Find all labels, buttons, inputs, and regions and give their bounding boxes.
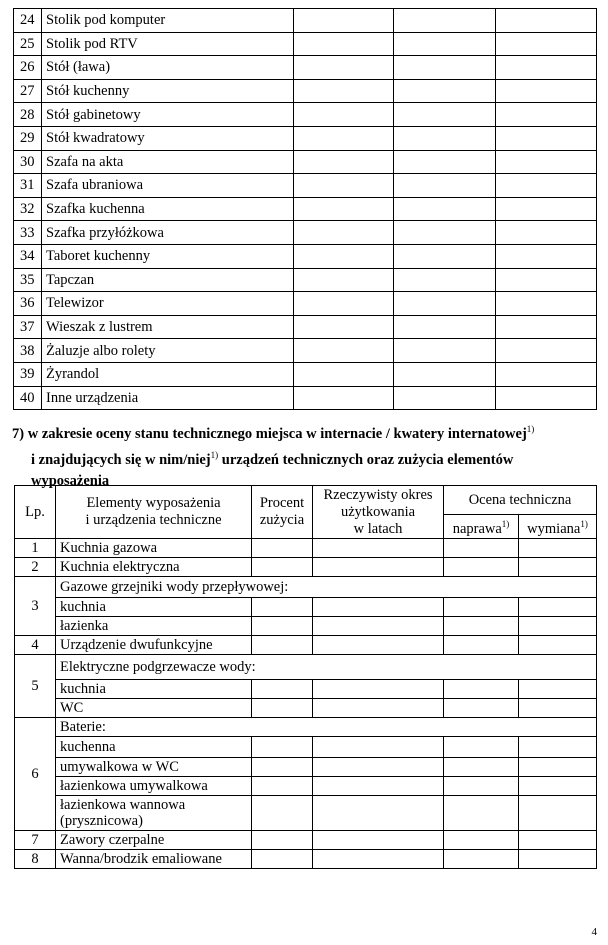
cell-replace[interactable] — [519, 539, 597, 558]
row-number: 36 — [14, 292, 42, 316]
cell-repair[interactable] — [444, 796, 519, 831]
header-repair — [444, 515, 519, 539]
cell-replace[interactable] — [519, 617, 597, 636]
cell-period[interactable] — [313, 758, 444, 777]
row-number: 25 — [14, 32, 42, 56]
item-name: Taboret kuchenny — [42, 244, 294, 268]
list-row — [14, 126, 597, 150]
row-number: 7 — [15, 831, 56, 850]
cell-repair[interactable] — [444, 850, 519, 869]
cell-percent[interactable] — [252, 777, 313, 796]
table-row — [15, 655, 597, 680]
cell-replace[interactable] — [519, 831, 597, 850]
blank-cell[interactable] — [394, 268, 496, 292]
blank-cell[interactable] — [294, 126, 394, 150]
list-row — [14, 292, 597, 316]
blank-cell[interactable] — [294, 79, 394, 103]
cell-percent[interactable] — [252, 636, 313, 655]
blank-cell[interactable] — [394, 362, 496, 386]
cell-replace[interactable] — [519, 737, 597, 758]
item-name: Wieszak z lustrem — [42, 315, 294, 339]
cell-replace[interactable] — [519, 598, 597, 617]
row-number: 32 — [14, 197, 42, 221]
item-name: Żaluzje albo rolety — [42, 339, 294, 363]
row-label-line2: (prysznicowa) — [60, 813, 143, 829]
row-number: 6 — [15, 718, 56, 831]
group-title: Baterie: — [56, 718, 597, 737]
blank-cell[interactable] — [294, 56, 394, 80]
blank-cell[interactable] — [294, 150, 394, 174]
table-row — [15, 558, 597, 577]
cell-percent[interactable] — [252, 598, 313, 617]
table-row — [15, 758, 597, 777]
blank-cell[interactable] — [394, 126, 496, 150]
row-number: 34 — [14, 244, 42, 268]
blank-cell[interactable] — [294, 292, 394, 316]
blank-cell[interactable] — [394, 386, 496, 410]
blank-cell[interactable] — [496, 386, 597, 410]
row-number: 1 — [15, 539, 56, 558]
blank-cell[interactable] — [294, 315, 394, 339]
page-number: 4 — [591, 926, 597, 938]
blank-cell[interactable] — [394, 315, 496, 339]
blank-cell[interactable] — [294, 268, 394, 292]
row-number: 5 — [15, 655, 56, 718]
row-number: 29 — [14, 126, 42, 150]
cell-repair[interactable] — [444, 737, 519, 758]
blank-cell[interactable] — [394, 79, 496, 103]
footnote-mark: 1) — [210, 449, 219, 460]
cell-percent[interactable] — [252, 539, 313, 558]
section-line-1: w zakresie oceny stanu technicznego miejsca w internacie / kwatery internatowej — [27, 425, 527, 442]
row-number: 39 — [14, 362, 42, 386]
blank-cell[interactable] — [294, 197, 394, 221]
list-row — [14, 9, 597, 33]
row-label: łazienka — [56, 617, 252, 636]
group-title: Elektryczne podgrzewacze wody: — [56, 655, 597, 680]
item-name: Stół gabinetowy — [42, 103, 294, 127]
header-elements-line1: Elementy wyposażenia — [86, 495, 221, 511]
blank-cell[interactable] — [496, 32, 597, 56]
item-name: Tapczan — [42, 268, 294, 292]
cell-period[interactable] — [313, 831, 444, 850]
row-number: 31 — [14, 174, 42, 198]
cell-period[interactable] — [313, 737, 444, 758]
row-number: 38 — [14, 339, 42, 363]
cell-repair[interactable] — [444, 777, 519, 796]
item-name: Żyrandol — [42, 362, 294, 386]
blank-cell[interactable] — [394, 244, 496, 268]
cell-replace[interactable] — [519, 796, 597, 831]
row-number: 27 — [14, 79, 42, 103]
item-name: Szafa na akta — [42, 150, 294, 174]
row-number: 4 — [15, 636, 56, 655]
row-number: 33 — [14, 221, 42, 245]
blank-cell[interactable] — [496, 197, 597, 221]
row-number: 2 — [15, 558, 56, 577]
list-row — [14, 221, 597, 245]
cell-repair[interactable] — [444, 598, 519, 617]
table-row — [15, 850, 597, 869]
table-row — [15, 636, 597, 655]
row-label — [56, 796, 252, 831]
technical-condition-table — [14, 485, 597, 869]
row-label: Urządzenie dwufunkcyjne — [56, 636, 252, 655]
blank-cell[interactable] — [394, 197, 496, 221]
row-label: łazienkowa umywalkowa — [56, 777, 252, 796]
blank-cell[interactable] — [496, 150, 597, 174]
blank-cell[interactable] — [394, 150, 496, 174]
row-label: kuchnia — [56, 598, 252, 617]
cell-period[interactable] — [313, 598, 444, 617]
blank-cell[interactable] — [294, 339, 394, 363]
blank-cell[interactable] — [496, 103, 597, 127]
blank-cell[interactable] — [294, 174, 394, 198]
header-elements-line2: i urządzenia techniczne — [85, 512, 222, 528]
cell-repair[interactable] — [444, 699, 519, 718]
table-row — [15, 718, 597, 737]
row-label: kuchenna — [56, 737, 252, 758]
table-row — [15, 699, 597, 718]
list-row — [14, 103, 597, 127]
list-row — [14, 315, 597, 339]
cell-replace[interactable] — [519, 699, 597, 718]
row-label-line1: łazienkowa wannowa — [60, 797, 186, 813]
cell-replace[interactable] — [519, 558, 597, 577]
list-row — [14, 386, 597, 410]
list-row — [14, 197, 597, 221]
list-row — [14, 174, 597, 198]
section-heading — [12, 419, 602, 492]
section-line-3: wyposażenia — [31, 472, 110, 489]
header-period — [313, 486, 444, 539]
footnote-mark: 1) — [501, 518, 510, 529]
cell-percent[interactable] — [252, 850, 313, 869]
header-replace — [519, 515, 597, 539]
cell-period[interactable] — [313, 850, 444, 869]
cell-percent[interactable] — [252, 680, 313, 699]
blank-cell[interactable] — [394, 103, 496, 127]
row-label: Kuchnia gazowa — [56, 539, 252, 558]
row-label: Kuchnia elektryczna — [56, 558, 252, 577]
item-name: Szafka przyłóżkowa — [42, 221, 294, 245]
list-row — [14, 32, 597, 56]
footnote-mark: 1) — [580, 518, 588, 529]
blank-cell[interactable] — [394, 174, 496, 198]
cell-percent[interactable] — [252, 796, 313, 831]
blank-cell[interactable] — [294, 386, 394, 410]
header-percent-line2: zużycia — [259, 512, 305, 528]
cell-period[interactable] — [313, 636, 444, 655]
cell-repair[interactable] — [444, 831, 519, 850]
blank-cell[interactable] — [496, 9, 597, 33]
table-row — [15, 831, 597, 850]
item-name: Stolik pod RTV — [42, 32, 294, 56]
blank-cell[interactable] — [394, 56, 496, 80]
row-number: 28 — [14, 103, 42, 127]
item-name: Stół kuchenny — [42, 79, 294, 103]
cell-period[interactable] — [313, 558, 444, 577]
cell-period[interactable] — [313, 777, 444, 796]
table-row — [15, 680, 597, 699]
blank-cell[interactable] — [394, 292, 496, 316]
blank-cell[interactable] — [496, 315, 597, 339]
row-label: umywalkowa w WC — [56, 758, 252, 777]
row-number: 30 — [14, 150, 42, 174]
header-lp: Lp. — [15, 486, 56, 539]
header-period-line3: w latach — [353, 521, 403, 537]
list-row — [14, 268, 597, 292]
cell-replace[interactable] — [519, 850, 597, 869]
header-percent — [252, 486, 313, 539]
blank-cell[interactable] — [294, 244, 394, 268]
blank-cell[interactable] — [294, 9, 394, 33]
row-label: Wanna/brodzik emaliowane — [56, 850, 252, 869]
group-title: Gazowe grzejniki wody przepływowej: — [56, 577, 597, 598]
blank-cell[interactable] — [394, 32, 496, 56]
cell-replace[interactable] — [519, 777, 597, 796]
cell-replace[interactable] — [519, 636, 597, 655]
row-number: 26 — [14, 56, 42, 80]
cell-period[interactable] — [313, 539, 444, 558]
cell-replace[interactable] — [519, 758, 597, 777]
cell-percent[interactable] — [252, 737, 313, 758]
cell-replace[interactable] — [519, 680, 597, 699]
cell-repair[interactable] — [444, 680, 519, 699]
cell-repair[interactable] — [444, 617, 519, 636]
row-label: kuchnia — [56, 680, 252, 699]
blank-cell[interactable] — [496, 56, 597, 80]
list-row — [14, 150, 597, 174]
cell-period[interactable] — [313, 617, 444, 636]
footnote-mark: 1) — [526, 424, 535, 434]
section-line-2a: i znajdujących się w nim/niej — [31, 451, 211, 468]
row-label: WC — [56, 699, 252, 718]
blank-cell[interactable] — [496, 339, 597, 363]
blank-cell[interactable] — [394, 9, 496, 33]
cell-percent[interactable] — [252, 699, 313, 718]
blank-cell[interactable] — [496, 362, 597, 386]
blank-cell[interactable] — [394, 339, 496, 363]
blank-cell[interactable] — [496, 174, 597, 198]
section-number: 7) — [12, 425, 25, 442]
header-repair-label: naprawa — [452, 520, 502, 537]
item-name: Inne urządzenia — [42, 386, 294, 410]
section-line-2b: urządzeń technicznych oraz zużycia elementów — [218, 451, 514, 468]
cell-repair[interactable] — [444, 758, 519, 777]
cell-repair[interactable] — [444, 636, 519, 655]
table-row — [15, 598, 597, 617]
blank-cell[interactable] — [294, 32, 394, 56]
blank-cell[interactable] — [294, 362, 394, 386]
table-row — [15, 737, 597, 758]
furniture-list-table — [13, 8, 597, 410]
list-row — [14, 56, 597, 80]
row-number: 24 — [14, 9, 42, 33]
item-name: Stół (ława) — [42, 56, 294, 80]
list-row — [14, 79, 597, 103]
table-row — [15, 577, 597, 598]
header-elements — [56, 486, 252, 539]
cell-period[interactable] — [313, 796, 444, 831]
header-replace-label: wymiana — [527, 520, 581, 537]
blank-cell[interactable] — [496, 126, 597, 150]
blank-cell[interactable] — [294, 221, 394, 245]
row-number: 35 — [14, 268, 42, 292]
header-percent-line1: Procent — [259, 495, 305, 511]
header-rating: Ocena techniczna — [444, 486, 597, 515]
row-label: Zawory czerpalne — [56, 831, 252, 850]
cell-percent[interactable] — [252, 758, 313, 777]
table-row — [15, 777, 597, 796]
cell-percent[interactable] — [252, 831, 313, 850]
item-name: Stolik pod komputer — [42, 9, 294, 33]
item-name: Telewizor — [42, 292, 294, 316]
row-number: 3 — [15, 577, 56, 636]
section-line-2 — [12, 445, 602, 471]
blank-cell[interactable] — [394, 221, 496, 245]
header-period-line2: użytkowania — [340, 504, 416, 520]
header-period-line1: Rzeczywisty okres — [323, 487, 433, 503]
row-number: 40 — [14, 386, 42, 410]
blank-cell[interactable] — [496, 292, 597, 316]
table-row — [15, 539, 597, 558]
cell-percent[interactable] — [252, 558, 313, 577]
list-row — [14, 244, 597, 268]
blank-cell[interactable] — [496, 79, 597, 103]
table-row — [15, 796, 597, 831]
table-row — [15, 617, 597, 636]
cell-percent[interactable] — [252, 617, 313, 636]
item-name: Stół kwadratowy — [42, 126, 294, 150]
blank-cell[interactable] — [496, 268, 597, 292]
item-name: Szafa ubraniowa — [42, 174, 294, 198]
cell-repair[interactable] — [444, 558, 519, 577]
list-row — [14, 362, 597, 386]
blank-cell[interactable] — [496, 221, 597, 245]
row-number: 8 — [15, 850, 56, 869]
cell-period[interactable] — [313, 699, 444, 718]
row-number: 37 — [14, 315, 42, 339]
blank-cell[interactable] — [496, 244, 597, 268]
cell-period[interactable] — [313, 680, 444, 699]
cell-repair[interactable] — [444, 539, 519, 558]
blank-cell[interactable] — [294, 103, 394, 127]
furniture-list-body — [14, 9, 597, 410]
item-name: Szafka kuchenna — [42, 197, 294, 221]
list-row — [14, 339, 597, 363]
